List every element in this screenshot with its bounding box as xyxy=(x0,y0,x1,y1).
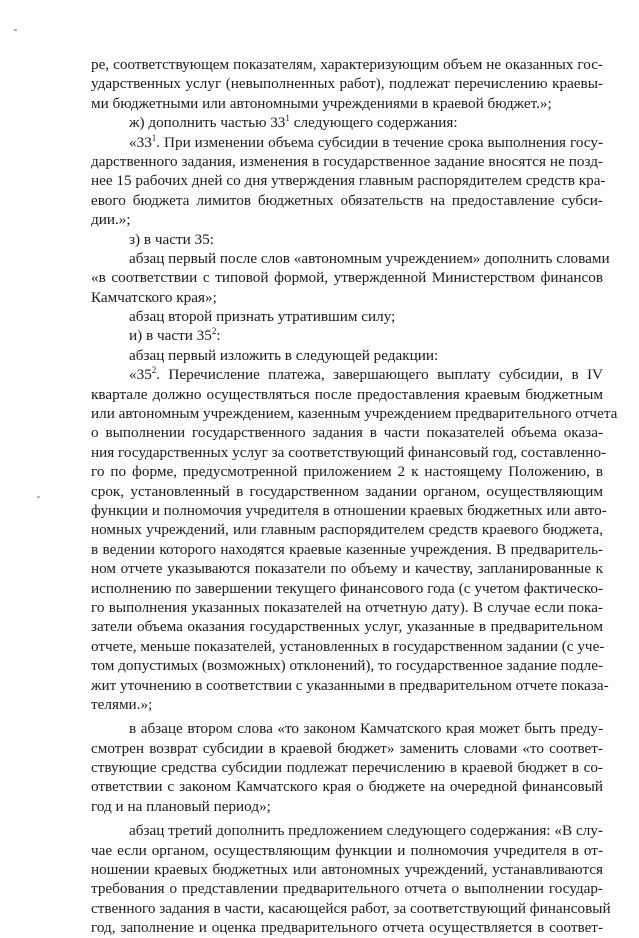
line-text: дии.»; xyxy=(91,211,131,229)
text-line xyxy=(91,695,603,714)
line-text: абзац первый после слов «автономным учреждением» дополнить словами xyxy=(129,249,610,267)
text-line xyxy=(91,739,603,758)
text-line xyxy=(91,133,603,152)
line-text: «33 xyxy=(129,133,152,151)
text-line xyxy=(91,637,603,656)
line-text: срок, установленный в государственном задании органом, осуществляющим xyxy=(91,482,603,500)
line-text: евого бюджета лимитов бюджетных обязательств на предоставление субси- xyxy=(91,191,603,209)
text-line xyxy=(91,230,603,249)
text-line xyxy=(91,210,603,229)
text-line xyxy=(91,423,603,442)
text-line xyxy=(91,841,603,860)
line-text: квартале должно осуществляться после предоставления краевым бюджетным xyxy=(91,385,603,403)
text-line xyxy=(91,879,603,898)
scan-speck xyxy=(14,29,17,31)
line-text: «в соответствии с типовой формой, утвержденной Министерством финансов xyxy=(91,269,603,287)
superscript: 2 xyxy=(211,326,217,337)
line-text-continued: . Перечисление платежа, завершающего выплату субсидии, в IV xyxy=(156,366,603,384)
line-text: отчете, меньше показателей, установленных в государственном задании (с уче- xyxy=(91,637,605,655)
line-text-continued: следующего содержания: xyxy=(289,114,458,132)
text-line xyxy=(91,918,603,937)
line-text: год и на плановый период»; xyxy=(91,797,271,815)
text-line xyxy=(91,821,603,840)
line-text: и) в части 35 xyxy=(129,327,212,345)
line-text: ния государственных услуг за соответствующий финансовый год, составленно- xyxy=(91,443,607,461)
superscript: 1 xyxy=(151,132,157,143)
text-line xyxy=(91,501,607,520)
line-text: го по форме, предусмотренной приложением 2 к настоящему Положению, в xyxy=(91,463,603,481)
line-text: в ведении которого находятся краевые казенные учреждения. В предваритель- xyxy=(91,540,603,558)
line-text: год, заполнение и оценка предварительного отчета осуществляется в соответ- xyxy=(91,919,603,937)
line-text: или автономным учреждением, казенным учреждением предварительного отчета xyxy=(91,405,618,423)
line-text: чае если органом, осуществляющим функции и полномочия учредителя в от- xyxy=(91,841,603,859)
text-line xyxy=(91,617,603,636)
line-text: ном отчете указываются показатели по объему и качеству, запланированные к xyxy=(91,560,603,578)
line-text: требования о представлении предварительного отчета о выполнении государ- xyxy=(91,880,603,898)
line-text: «35 xyxy=(129,366,152,384)
line-text: исполнению по завершении текущего финансового года (с учетом фактическо- xyxy=(91,579,603,597)
line-text: абзац третий дополнить предложением следующего содержания: «В слу- xyxy=(129,822,603,840)
line-text: жит уточнению в соответствии с указанными в предварительном отчете показа- xyxy=(91,676,609,694)
line-text: ми бюджетными или автономными учреждениями в краевой бюджет.»; xyxy=(91,94,552,112)
scan-speck xyxy=(37,496,40,498)
text-line xyxy=(91,191,603,210)
line-text-continued: . При изменении объема субсидии в течение срока выполнения госу- xyxy=(156,133,603,151)
text-line xyxy=(91,520,603,539)
line-text: номных учреждений, или главным распорядителем средств краевого бюджета, xyxy=(91,521,603,539)
line-text: ответствии с законом Камчатского края о бюджете на очередной финансовый xyxy=(91,778,603,796)
text-line xyxy=(91,656,603,675)
line-text: ударственных услуг (невыполненных работ), подлежат перечислению краевы- xyxy=(91,75,603,93)
text-line xyxy=(91,288,603,307)
text-line xyxy=(91,598,603,617)
text-line xyxy=(91,404,618,423)
text-line xyxy=(91,94,603,113)
superscript: 1 xyxy=(285,113,290,124)
line-text: ре, соответствующем показателям, характеризующим объем не оказанных гос- xyxy=(91,56,603,73)
line-text: о выполнении государственного задания в части показателей объема оказа- xyxy=(91,424,603,442)
text-line xyxy=(91,777,603,796)
text-line xyxy=(91,307,603,326)
line-text: функции и полномочия учредителя в отношении краевых бюджетных или авто- xyxy=(91,501,607,519)
text-line xyxy=(91,385,603,404)
text-line xyxy=(91,152,603,171)
text-line xyxy=(91,758,603,777)
text-line xyxy=(91,482,603,501)
line-text: затели объема оказания государственных услуг, указанные в предварительном xyxy=(91,618,603,636)
line-text: ствующие средства субсидии подлежат перечислению в краевой бюджет в со- xyxy=(91,759,603,777)
superscript: 2 xyxy=(151,365,157,376)
text-line xyxy=(91,249,610,268)
document-body xyxy=(91,55,618,938)
text-line xyxy=(91,113,603,132)
text-line xyxy=(91,74,603,93)
text-line xyxy=(91,268,603,287)
text-line xyxy=(91,55,603,74)
text-line xyxy=(91,559,603,578)
line-text: ж) дополнить частью 33 xyxy=(129,114,286,132)
line-text: з) в части 35: xyxy=(129,230,214,248)
text-line xyxy=(91,540,603,559)
line-text: в абзаце втором слова «то законом Камчатского края может быть преду- xyxy=(129,720,603,738)
line-text: ношении краевых бюджетных или автономных учреждений, устанавливаются xyxy=(91,861,603,879)
text-line xyxy=(91,171,606,190)
line-text: телями.»; xyxy=(91,695,153,713)
text-line xyxy=(91,860,603,879)
line-text: ственного задания в части, касающейся работ, за соответствующий финансовый xyxy=(91,899,611,917)
line-text: го выполнения указанных показателей на отчетную дату). В случае если пока- xyxy=(91,598,603,616)
text-line xyxy=(91,579,603,598)
text-line xyxy=(91,676,609,695)
line-text: абзац второй признать утратившим силу; xyxy=(129,308,396,326)
line-text-continued: : xyxy=(216,327,221,345)
line-text: Камчатского края»; xyxy=(91,288,217,306)
text-line xyxy=(91,346,603,365)
line-text: том допустимых (возможных) отклонений), то государственное задание подле- xyxy=(91,657,604,675)
text-line xyxy=(91,719,603,738)
line-text: смотрен возврат субсидии в краевой бюджет» заменить словами «то соответ- xyxy=(91,739,603,757)
text-line xyxy=(91,326,603,345)
text-line xyxy=(91,443,607,462)
line-text: абзац первый изложить в следующей редакции: xyxy=(129,346,439,364)
line-text: дарственного задания, изменения в государственное задание вносятся не позд- xyxy=(91,152,603,170)
text-line xyxy=(91,797,603,816)
text-line xyxy=(91,462,603,481)
text-line xyxy=(91,365,603,384)
line-text: нее 15 рабочих дней со дня утверждения главным распорядителем средств кра- xyxy=(91,172,606,190)
text-line xyxy=(91,899,611,918)
